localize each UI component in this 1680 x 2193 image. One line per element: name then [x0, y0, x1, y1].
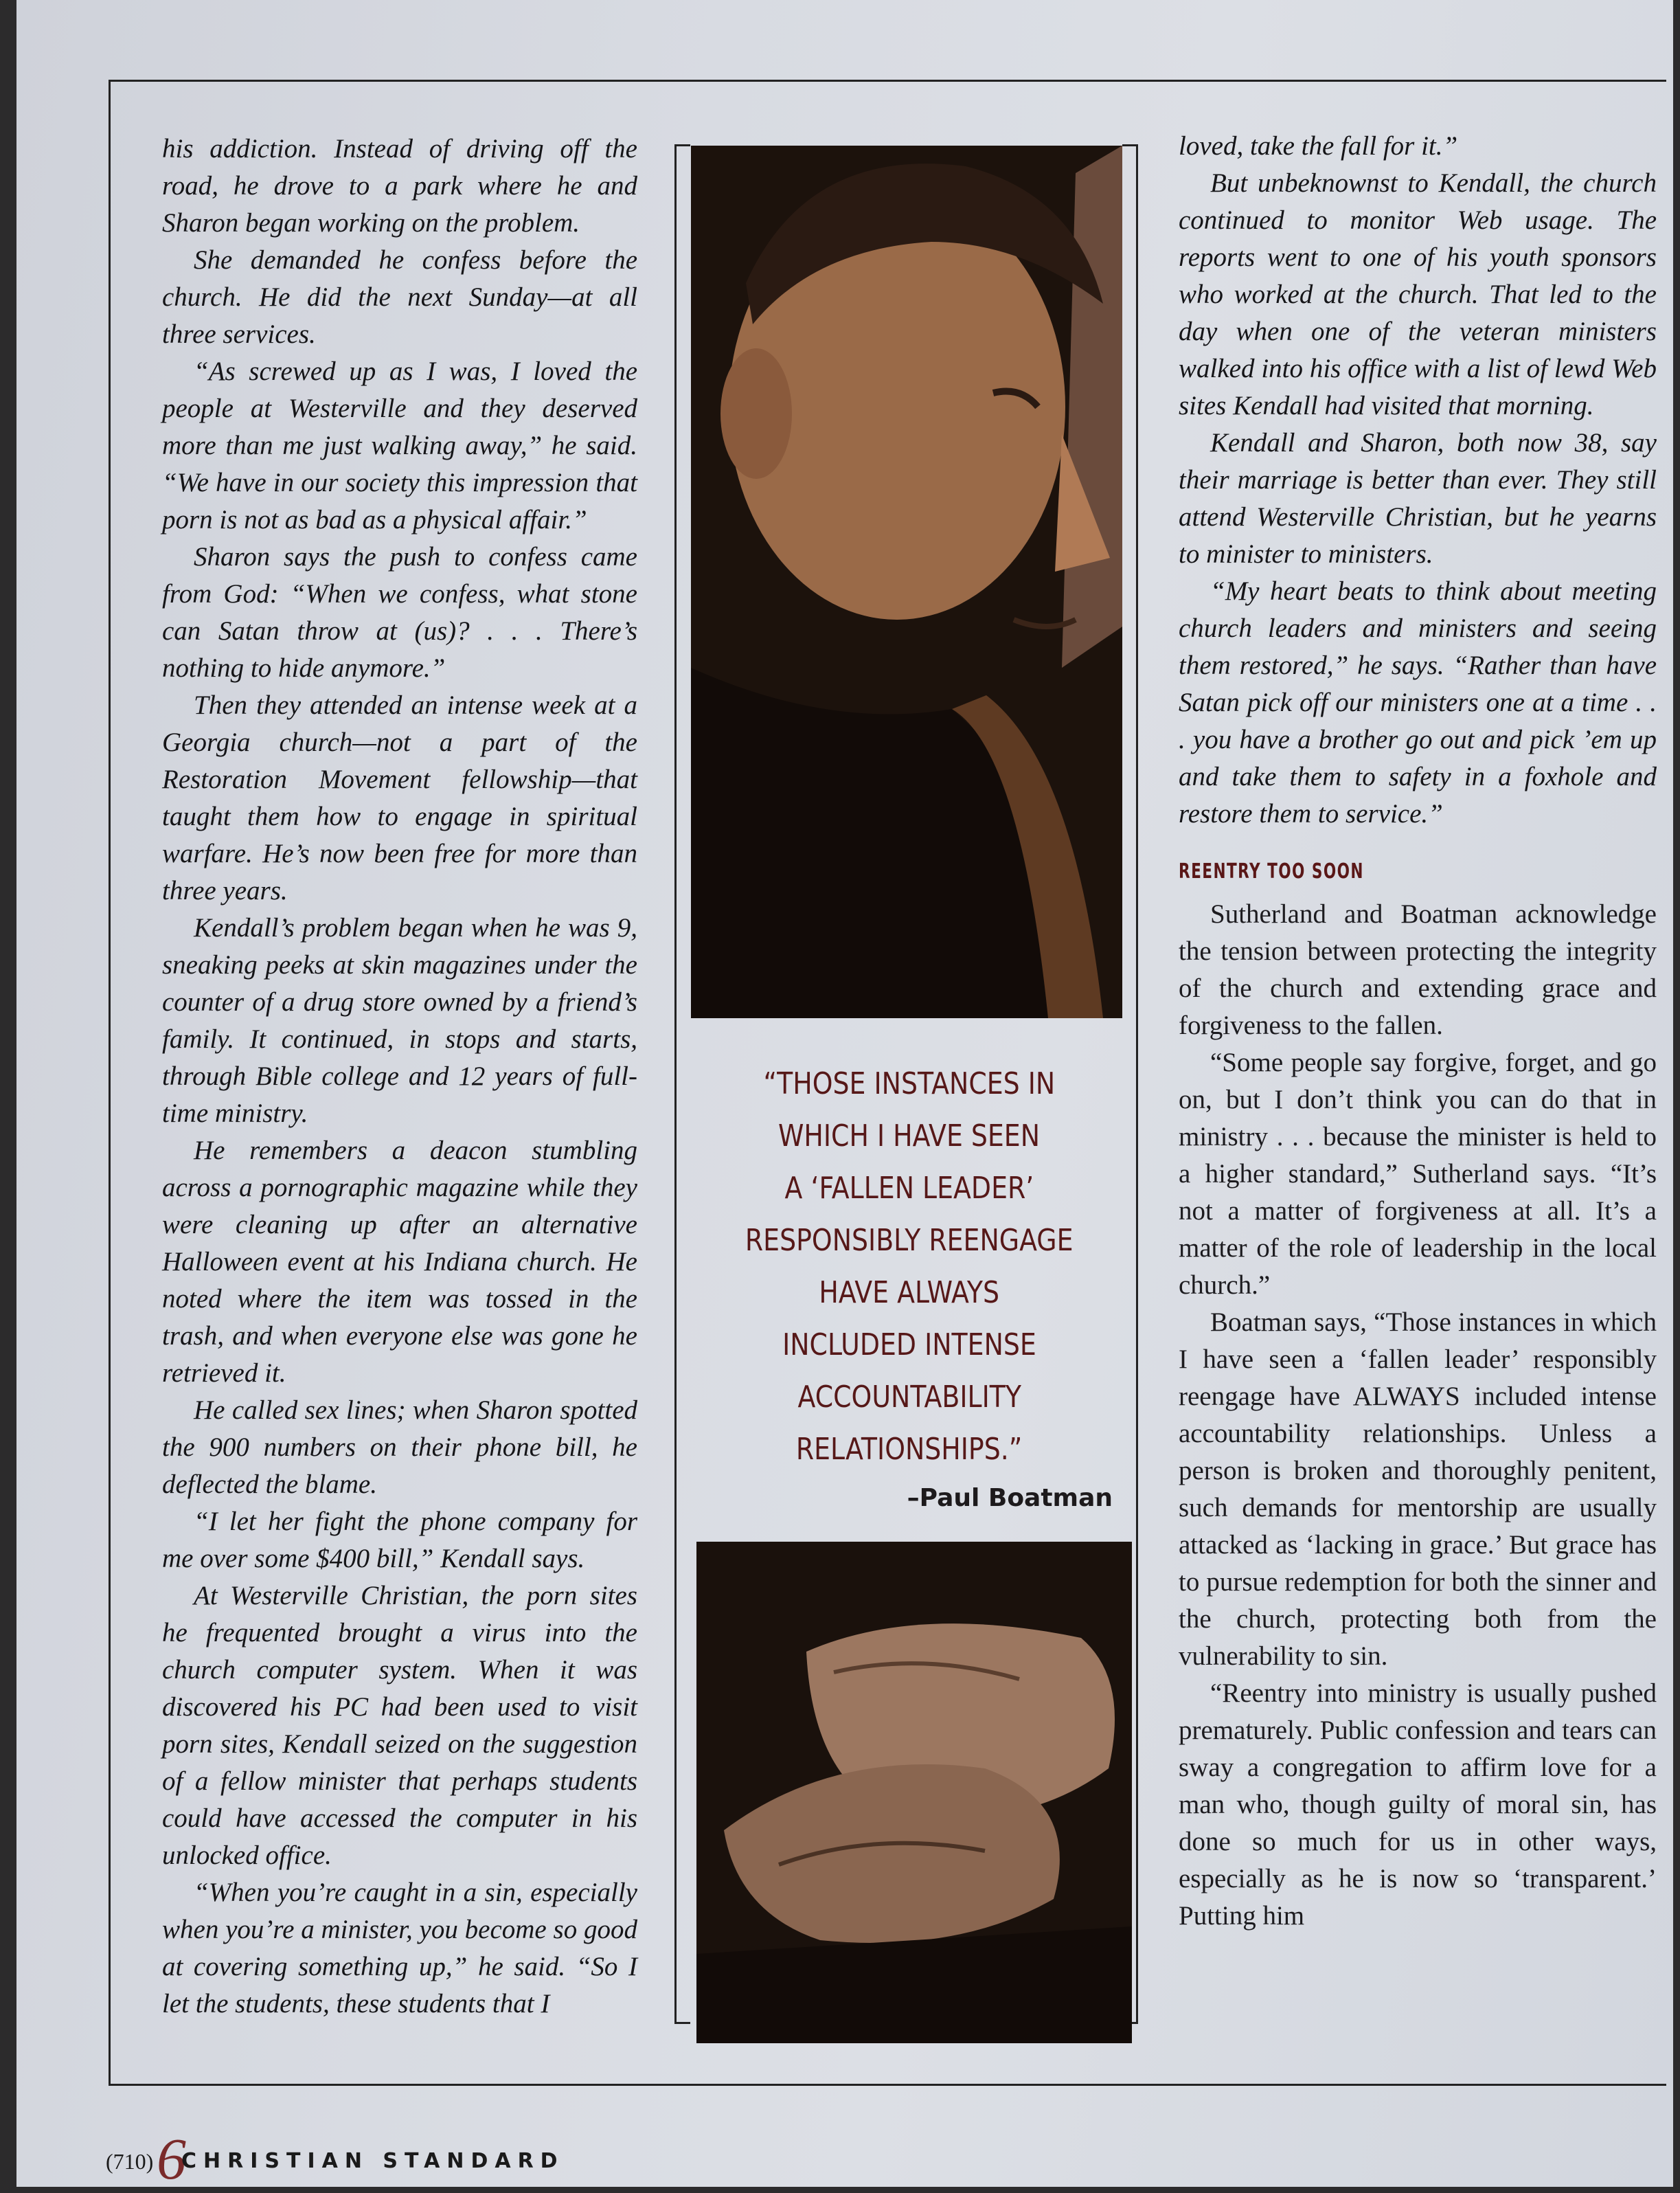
paragraph: “My heart beats to think about meeting church leaders and ministers and seeing them restored,” he says. “Rather than have Satan pick off our ministers one at a time . . . you have a brother go out and pick ’em up and take them to safety in a foxhole and restore them to service.”	[1179, 576, 1657, 829]
hands-illustration	[696, 1542, 1132, 2043]
page-footer	[106, 2126, 587, 2192]
paragraph: Kendall’s problem began when he was 9, sneaking peeks at skin magazines under the counter of a drug store owned by a friend’s family. It continued, in stops and starts, through Bible college and 12 years of full-time ministry.	[162, 913, 637, 1128]
left-text-column	[162, 131, 637, 2023]
pull-quote-attribution: –Paul Boatman	[907, 1484, 1113, 1512]
pull-quote-line: HAVE ALWAYS	[819, 1275, 1000, 1310]
paragraph: “Reentry into ministry is usually pushed prematurely. Public confession and tears can sway a congregation to affirm love for a man who, though guilty of moral sin, has done so much for us in other ways, especially as he is now so ‘transparent.’ Putting him	[1179, 1678, 1657, 1931]
magazine-page	[16, 0, 1673, 2192]
pull-quote-line: ACCOUNTABILITY	[797, 1380, 1021, 1415]
sidebar-bracket-left	[674, 144, 690, 2024]
right-text-column	[1179, 128, 1657, 1935]
pull-quote-line: RELATIONSHIPS.”	[796, 1432, 1023, 1467]
pull-quote-line: RESPONSIBLY REENGAGE	[745, 1223, 1074, 1258]
portrait-photo	[691, 146, 1122, 1018]
paragraph: She demanded he confess before the church. He did the next Sunday—at all three services.	[162, 245, 637, 349]
section-subhead: REENTRY TOO SOON	[1179, 859, 1364, 884]
pull-quote-line: A ‘FALLEN LEADER’	[784, 1171, 1034, 1206]
paragraph: But unbeknownst to Kendall, the church continued to monitor Web usage. The reports went to one of his youth sponsors who worked at the church. That led to the day when one of the veteran ministers walked into his office with a list of lewd Web sites Kendall had visited that morning.	[1179, 168, 1657, 420]
paragraph: He called sex lines; when Sharon spotted the 900 numbers on their phone bill, he deflected the blame.	[162, 1395, 637, 1499]
paragraph: “Some people say forgive, forget, and go on, but I don’t think you can do that in ministry . . . because the minister is held to a higher standard,” Sutherland says. “It’s not a matter of forgiveness at all. It’s a matter of the role of leadership in the local church.”	[1179, 1048, 1657, 1300]
magazine-title: CHRISTIAN STANDARD	[181, 2149, 565, 2173]
pull-quote-line: WHICH I HAVE SEEN	[778, 1118, 1041, 1154]
paragraph: Sutherland and Boatman acknowledge the tension between protecting the integrity of the church and extending grace and forgiveness to the fallen.	[1179, 899, 1657, 1040]
magazine-logo-mark: 6	[157, 2126, 186, 2192]
paragraph: Kendall and Sharon, both now 38, say their marriage is better than ever. They still attend Westerville Christian, but he yearns to minister to ministers.	[1179, 428, 1657, 569]
paragraph: his addiction. Instead of driving off the road, he drove to a park where he and Sharon began working on the problem.	[162, 134, 637, 238]
paragraph: “When you’re caught in a sin, especially when you’re a minister, you become so good at covering something up,” he said. “So I let the students, these students that I	[162, 1878, 637, 2018]
pull-quote	[696, 1058, 1122, 1476]
pull-quote-line: INCLUDED INTENSE	[782, 1327, 1036, 1362]
right-roman-block	[1179, 896, 1657, 1935]
right-italic-block	[1179, 128, 1657, 833]
paragraph: He remembers a deacon stumbling across a pornographic magazine while they were cleaning up after an alternative Halloween event at his Indiana church. He noted where the item was tossed in the trash, and when everyone else was gone he retrieved it.	[162, 1136, 637, 1388]
paragraph: Boatman says, “Those instances in which I have seen a ‘fallen leader’ responsibly reengage have ALWAYS included intense accountability relationships. Unless a person is broken and thoroughly penitent, such demands for mentorship are usually attacked as ‘lacking in grace.’ But grace has to pursue redemption for both the sinner and the church, protecting both from the vulnerability to sin.	[1179, 1307, 1657, 1671]
paragraph: At Westerville Christian, the porn sites he frequented brought a virus into the church computer system. When it was discovered his PC had been used to visit porn sites, Kendall seized on the suggestion of a fellow minister that perhaps students could have accessed the computer in his unlocked office.	[162, 1581, 637, 1870]
paragraph: “As screwed up as I was, I loved the people at Westerville and they deserved more than me just walking away,” he said. “We have in our society this impression that porn is not as bad as a physical affair.”	[162, 357, 637, 535]
paragraph: Sharon says the push to confess came from God: “When we confess, what stone can Satan throw at (us)? . . . There’s nothing to hide anymore.”	[162, 542, 637, 683]
portrait-illustration	[691, 146, 1122, 1018]
paragraph: Then they attended an intense week at a Georgia church—not a part of the Restoration Movement fellowship—that taught them how to engage in spiritual warfare. He’s now been free for more than three years.	[162, 690, 637, 906]
page-number: (710)	[106, 2149, 154, 2174]
paragraph: loved, take the fall for it.”	[1179, 131, 1458, 161]
hands-photo	[696, 1542, 1132, 2043]
paragraph: “I let her fight the phone company for me over some $400 bill,” Kendall says.	[162, 1507, 637, 1573]
pull-quote-line: “THOSE INSTANCES IN	[763, 1066, 1056, 1101]
